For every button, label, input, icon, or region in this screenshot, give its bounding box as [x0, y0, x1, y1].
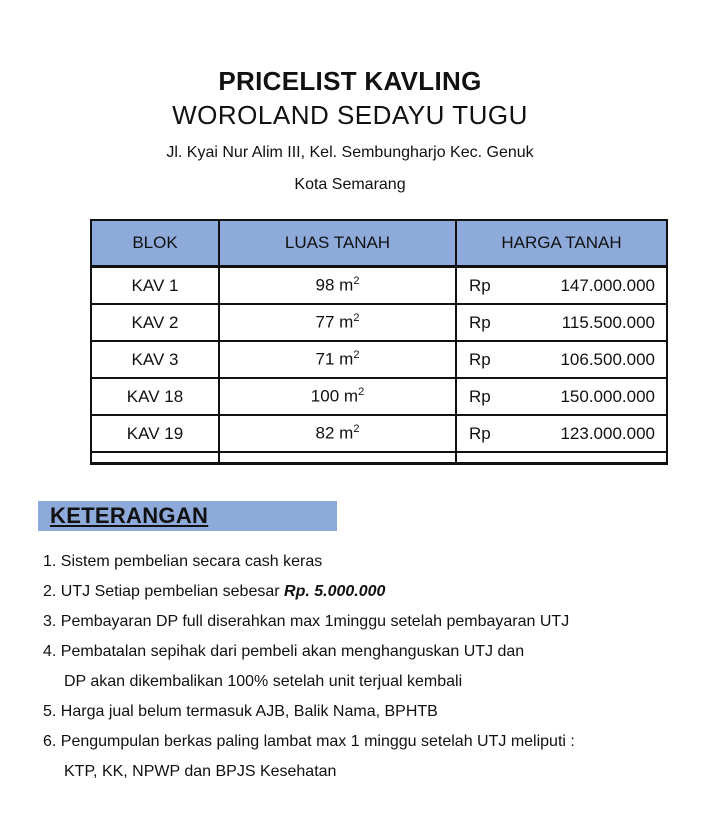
- unit-exponent: 2: [353, 275, 360, 288]
- table-row: [91, 415, 667, 452]
- unit: m: [339, 423, 354, 443]
- price-table: [90, 219, 668, 465]
- cell-luas: [219, 378, 456, 415]
- cell-blok: KAV 1: [91, 267, 219, 305]
- cell-luas: [219, 341, 456, 378]
- table-header-row: [91, 220, 667, 267]
- currency: Rp: [469, 275, 491, 295]
- note-text: 2. UTJ Setiap pembelian sebesar: [43, 583, 285, 600]
- address-line-1: Jl. Kyai Nur Alim III, Kel. Sembungharjo Kec. Genuk: [166, 144, 534, 161]
- cell-luas: [219, 415, 456, 452]
- note-item: [43, 697, 575, 727]
- blank-cell: [219, 452, 456, 464]
- note-item: [43, 637, 575, 667]
- unit: m: [339, 275, 354, 295]
- cell-harga: [456, 378, 667, 415]
- keterangan-heading-box: [38, 501, 337, 531]
- address-line-2: Kota Semarang: [294, 176, 406, 193]
- note-text: 5. Harga jual belum termasuk AJB, Balik Nama, BPHTB: [43, 703, 438, 720]
- note-text: 6. Pengumpulan berkas paling lambat max 1 minggu setelah UTJ meliputi :: [43, 733, 575, 750]
- unit-exponent: 2: [353, 423, 360, 436]
- blank-cell: [91, 452, 219, 464]
- unit-exponent: 2: [353, 349, 360, 362]
- header-blok: BLOK: [91, 220, 219, 267]
- unit-exponent: 2: [358, 386, 365, 399]
- luas-value: 71: [315, 349, 335, 369]
- note-text: 1. Sistem pembelian secara cash keras: [43, 553, 323, 570]
- cell-blok: KAV 19: [91, 415, 219, 452]
- currency: Rp: [469, 423, 491, 443]
- note-emphasis: Rp. 5.000.000: [284, 583, 386, 600]
- table-row: [91, 378, 667, 415]
- note-item: [43, 727, 575, 757]
- note-continuation: DP akan dikembalikan 100% setelah unit terjual kembali: [64, 673, 463, 690]
- unit: m: [343, 386, 359, 406]
- harga-value: 147.000.000: [560, 275, 655, 295]
- unit: m: [339, 349, 354, 369]
- harga-value: 115.500.000: [561, 312, 655, 332]
- keterangan-heading: KETERANGAN: [50, 503, 209, 528]
- unit-exponent: 2: [353, 312, 360, 325]
- page-title: PRICELIST KAVLING: [218, 66, 482, 96]
- harga-value: 123.000.000: [560, 423, 655, 443]
- cell-blok: KAV 3: [91, 341, 219, 378]
- currency: Rp: [469, 386, 491, 406]
- unit: m: [339, 312, 354, 332]
- note-item: [43, 607, 575, 637]
- currency: Rp: [469, 312, 491, 332]
- note-continuation: KTP, KK, NPWP dan BPJS Kesehatan: [64, 763, 337, 780]
- luas-value: 82: [315, 423, 335, 443]
- note-text: 3. Pembayaran DP full diserahkan max 1minggu setelah pembayaran UTJ: [43, 613, 570, 630]
- cell-harga: [456, 304, 667, 341]
- luas-value: 77: [315, 312, 335, 332]
- header-harga-tanah: HARGA TANAH: [456, 220, 667, 267]
- notes-list: [43, 547, 575, 787]
- harga-value: 150.000.000: [560, 386, 655, 406]
- cell-luas: [219, 304, 456, 341]
- cell-harga: [456, 415, 667, 452]
- luas-value: 100: [310, 386, 340, 406]
- header-luas-tanah: LUAS TANAH: [219, 220, 456, 267]
- cell-harga: [456, 267, 667, 305]
- cell-luas: [219, 267, 456, 305]
- blank-cell: [456, 452, 667, 464]
- luas-value: 98: [315, 275, 335, 295]
- currency: Rp: [469, 349, 491, 369]
- harga-value: 106.500.000: [560, 349, 655, 369]
- note-item: [43, 577, 575, 607]
- cell-blok: KAV 2: [91, 304, 219, 341]
- table-blank-row: [91, 452, 667, 464]
- project-name: WOROLAND SEDAYU TUGU: [172, 100, 528, 130]
- note-text: 4. Pembatalan sepihak dari pembeli akan menghanguskan UTJ dan: [43, 643, 525, 660]
- cell-harga: [456, 341, 667, 378]
- table-row: [91, 304, 667, 341]
- note-item: [43, 547, 575, 577]
- cell-blok: KAV 18: [91, 378, 219, 415]
- table-row: [91, 267, 667, 305]
- table-row: [91, 341, 667, 378]
